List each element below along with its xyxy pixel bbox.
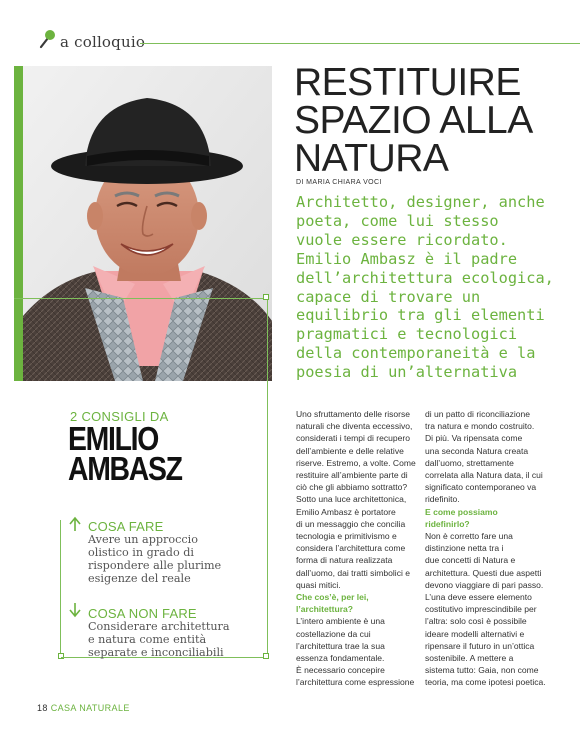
frame-line <box>14 298 268 299</box>
microphone-icon <box>38 29 56 49</box>
text-line: essenza fondamentale. <box>296 653 385 664</box>
text-line: Sotto una luce architettonica, <box>296 494 407 505</box>
lead-line: vuole essere ricordato. <box>296 230 508 249</box>
header-rule <box>140 43 580 44</box>
interview-question <box>296 591 418 615</box>
text-line: considera l’architettura come <box>296 543 406 554</box>
dont-line: separate e inconciliabili <box>88 646 224 660</box>
do-text <box>88 533 288 585</box>
sidebar-label: 2 CONSIGLI DA <box>70 409 169 424</box>
text-line: naturali che diventa eccessivo, <box>296 421 413 432</box>
page-number: 18 <box>37 703 48 713</box>
lead-line: poesia di un’alternativa <box>296 363 518 382</box>
frame-corner <box>58 653 64 659</box>
arrow-up-icon <box>68 516 82 532</box>
lead-line: Architetto, designer, anche <box>296 193 545 211</box>
do-line: olistico in grado di <box>88 546 194 560</box>
lead-line: equilibrio tra gli elementi <box>296 306 545 325</box>
text-line: È necessario concepire <box>296 665 385 676</box>
interviewee-first-name: EMILIO <box>68 420 159 457</box>
text-line: tra natura e mondo costruito. <box>425 421 535 432</box>
text-line: ideare modelli alternativi e <box>425 628 525 639</box>
article-title <box>294 61 564 180</box>
paragraph <box>296 615 418 688</box>
section-label: a colloquio <box>60 33 146 51</box>
lead-line: della contemporaneità e la <box>296 344 536 363</box>
lead-line: poeta, come lui stesso <box>296 211 499 230</box>
title-line: SPAZIO ALLA <box>294 99 533 142</box>
text-line: L’intero ambiente è una <box>296 616 385 627</box>
text-line: costitutivo imprescindibile per <box>425 604 537 615</box>
text-line: tecnologia e primitivismo e <box>296 531 397 542</box>
text-line: ciò che gli abbiamo sottratto? <box>296 482 408 493</box>
text-line: correlata alla Natura data, il cui <box>425 470 543 481</box>
dont-heading: COSA NON FARE <box>88 606 197 621</box>
frame-line <box>60 520 61 653</box>
text-line: L’una deve essere elemento <box>425 592 532 603</box>
lead-paragraph <box>296 193 571 382</box>
text-line: forma di natura realizzata <box>296 555 393 566</box>
text-line: l’architettura trae la sua <box>296 640 385 651</box>
page-footer <box>37 703 130 713</box>
body-column-1 <box>296 408 418 689</box>
text-line: dall’uomo, strettamente <box>425 457 514 468</box>
dont-line: Considerare architettura <box>88 620 230 633</box>
question-line: l’architettura? <box>296 604 353 615</box>
do-line: rispondere alle plurime <box>88 559 222 573</box>
interviewee-last-name: AMBASZ <box>68 450 182 487</box>
frame-line <box>267 298 268 658</box>
text-line: l’architettura come espressione <box>296 677 415 688</box>
title-line: NATURA <box>294 137 449 180</box>
photo-accent-bar <box>14 66 23 381</box>
text-line: costellazione da cui <box>296 628 371 639</box>
question-line: ridefinirlo? <box>425 518 470 529</box>
lead-line: pragmatici e tecnologici <box>296 325 518 344</box>
lead-line: Emilio Ambasz è il padre <box>296 249 518 268</box>
do-heading: COSA FARE <box>88 519 164 534</box>
question-line: Che cos’è, per lei, <box>296 592 369 603</box>
byline: DI MARIA CHIARA VOCI <box>296 179 382 186</box>
text-line: di un patto di riconciliazione <box>425 409 530 419</box>
text-line: dall’uomo, dai tratti simbolici e <box>296 567 411 578</box>
text-line: ripensare il futuro in un’ottica <box>425 640 535 651</box>
text-line: Di più. Va ripensata come <box>425 433 523 444</box>
lead-line: capace di trovare un <box>296 287 481 306</box>
do-line: esigenze del reale <box>88 572 191 586</box>
paragraph <box>425 408 547 506</box>
text-line: teoria, ma come ipotesi poetica. <box>425 677 546 688</box>
text-line: quasi mitici. <box>296 579 341 590</box>
text-line: restituire all’ambiente parte di <box>296 470 408 481</box>
text-line: riserve. Estremo, a volte. Come <box>296 457 416 468</box>
text-line: sostenibile. A mettere a <box>425 653 514 664</box>
text-line: sistema tutto: Gaia, non come <box>425 665 539 676</box>
frame-corner <box>263 294 269 300</box>
interview-question <box>425 506 547 530</box>
arrow-down-icon <box>68 602 82 618</box>
text-line: devono viaggiare di pari passo. <box>425 579 544 590</box>
text-line: una seconda Natura creata <box>425 445 529 456</box>
text-line: dell’ambiente e delle relative <box>296 445 404 456</box>
text-line: significato contemporaneo va <box>425 482 537 493</box>
title-line: RESTITUIRE <box>294 61 521 104</box>
portrait-photo <box>23 66 272 381</box>
lead-line: dell’architettura ecologica, <box>296 268 554 287</box>
question-line: E come possiamo <box>425 506 498 517</box>
text-line: distinzione netta tra i <box>425 543 504 554</box>
magazine-name: CASA NATURALE <box>50 703 130 713</box>
text-line: considerati i tempi di recupero <box>296 433 411 444</box>
text-line: due concetti di Natura e <box>425 555 516 566</box>
text-line: di un messaggio che concilia <box>296 518 406 529</box>
text-line: Uno sfruttamento delle risorse <box>296 409 411 419</box>
text-line: architettura. Questi due aspetti <box>425 567 542 578</box>
text-line: l’altra: solo così è possibile <box>425 616 527 627</box>
text-line: ridefinito. <box>425 494 460 505</box>
text-line: Emilio Ambasz è portatore <box>296 506 396 517</box>
dont-text <box>88 620 288 659</box>
text-line: Non è corretto fare una <box>425 531 513 542</box>
body-column-2 <box>425 408 547 689</box>
dont-line: e natura come entità <box>88 633 207 647</box>
paragraph <box>425 530 547 689</box>
paragraph <box>296 408 418 591</box>
do-line: Avere un approccio <box>88 533 198 546</box>
